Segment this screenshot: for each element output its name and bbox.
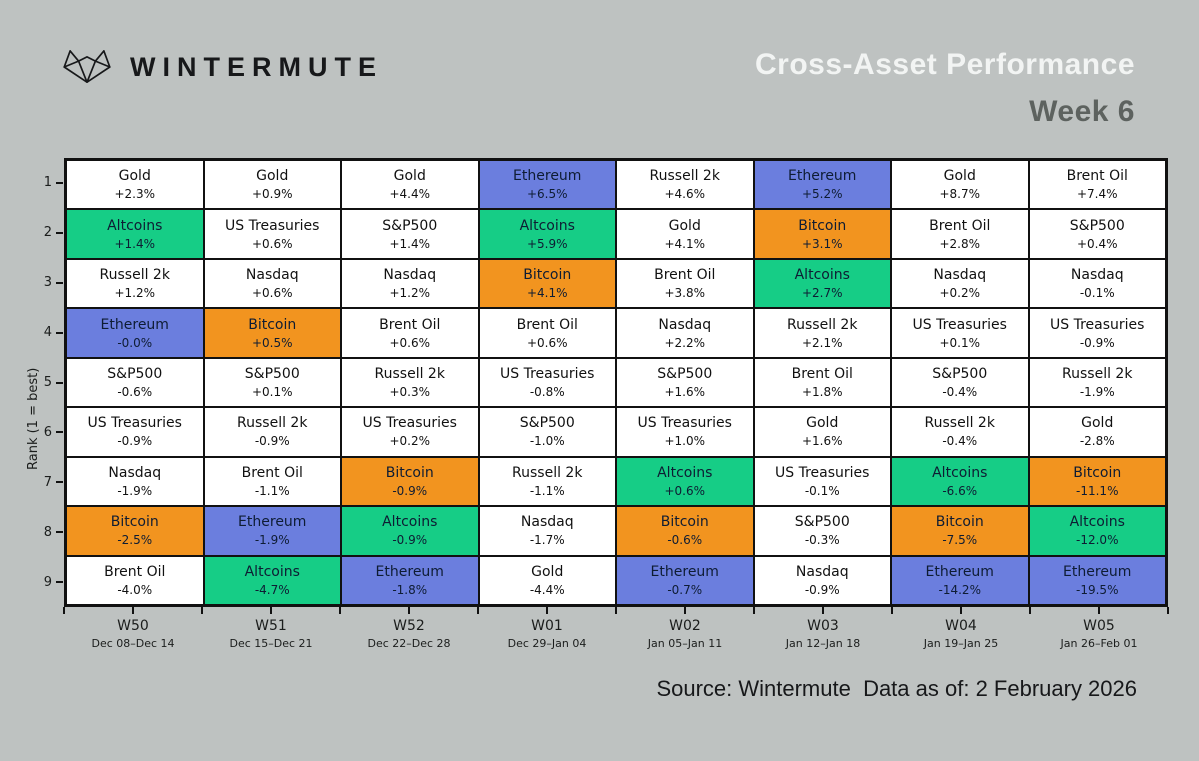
week-label-w03 xyxy=(754,618,892,650)
x-tick-6 xyxy=(477,607,479,614)
cell-pct-label: -0.8% xyxy=(529,384,565,399)
cell-pct-label: +0.6% xyxy=(389,335,431,350)
cell-pct-label: +0.6% xyxy=(664,483,706,498)
cell-pct-label: -1.1% xyxy=(529,483,565,498)
cell-asset-label: S&P500 xyxy=(244,365,300,382)
cell-pct-label: +0.1% xyxy=(251,384,293,399)
cell-asset-label: Gold xyxy=(1081,415,1114,432)
cell-pct-label: -4.0% xyxy=(117,582,153,597)
cell-asset-label: Gold xyxy=(806,415,839,432)
cell-pct-label: +2.1% xyxy=(801,335,843,350)
cell-asset-label: Russell 2k xyxy=(512,464,583,481)
week-name: W03 xyxy=(807,618,839,634)
cell-pct-label: -2.5% xyxy=(117,533,153,548)
cell-pct-label: -2.8% xyxy=(1079,434,1115,449)
cell-pct-label: -19.5% xyxy=(1076,582,1119,597)
cell-rank4-week7-us-treasuries xyxy=(891,308,1029,357)
rank-label-8: 8 xyxy=(43,524,52,540)
cell-rank9-week1-brent-oil xyxy=(66,556,204,605)
cell-rank9-week2-altcoins xyxy=(204,556,342,605)
cell-rank2-week3-s-p500 xyxy=(341,209,479,258)
rank-label-2: 2 xyxy=(43,225,52,241)
cell-rank6-week4-s-p500 xyxy=(479,407,617,456)
cell-asset-label: Nasdaq xyxy=(795,563,849,580)
cell-rank8-week4-nasdaq xyxy=(479,506,617,555)
cell-asset-label: S&P500 xyxy=(657,365,713,382)
cell-pct-label: +0.4% xyxy=(1076,236,1118,251)
cell-asset-label: Nasdaq xyxy=(658,316,712,333)
cell-rank5-week4-us-treasuries xyxy=(479,358,617,407)
rank-tick-3 xyxy=(56,282,63,284)
cell-asset-label: Brent Oil xyxy=(654,267,716,284)
week-label-w51 xyxy=(202,618,340,650)
cell-pct-label: -0.6% xyxy=(117,384,153,399)
week-dates: Jan 05–Jan 11 xyxy=(647,637,723,650)
cell-asset-label: S&P500 xyxy=(382,217,438,234)
cell-asset-label: Altcoins xyxy=(107,217,163,234)
cell-pct-label: -7.5% xyxy=(942,533,978,548)
cell-pct-label: -4.7% xyxy=(254,582,290,597)
cell-asset-label: Brent Oil xyxy=(791,365,853,382)
x-tick-11 xyxy=(822,607,824,614)
cell-rank7-week4-russell-2k xyxy=(479,457,617,506)
cell-rank1-week6-ethereum xyxy=(754,160,892,209)
x-tick-1 xyxy=(132,607,134,614)
cell-pct-label: -14.2% xyxy=(938,582,981,597)
cell-rank2-week8-s-p500 xyxy=(1029,209,1167,258)
cell-asset-label: Russell 2k xyxy=(924,415,995,432)
x-tick-8 xyxy=(615,607,617,614)
cell-rank5-week8-russell-2k xyxy=(1029,358,1167,407)
cell-rank7-week6-us-treasuries xyxy=(754,457,892,506)
cell-rank6-week1-us-treasuries xyxy=(66,407,204,456)
cell-asset-label: Altcoins xyxy=(244,563,300,580)
cell-rank2-week1-altcoins xyxy=(66,209,204,258)
cell-pct-label: -1.9% xyxy=(254,533,290,548)
week-label-w05 xyxy=(1030,618,1168,650)
cell-pct-label: -0.9% xyxy=(117,434,153,449)
cell-rank6-week8-gold xyxy=(1029,407,1167,456)
cell-rank1-week4-ethereum xyxy=(479,160,617,209)
cell-pct-label: +0.6% xyxy=(251,236,293,251)
cell-asset-label: Brent Oil xyxy=(1066,168,1128,185)
cell-pct-label: -1.7% xyxy=(529,533,565,548)
logo-wordmark: WINTERMUTE xyxy=(130,51,383,82)
week-dates: Jan 26–Feb 01 xyxy=(1060,637,1138,650)
cell-rank4-week4-brent-oil xyxy=(479,308,617,357)
cell-pct-label: +1.2% xyxy=(114,286,156,301)
cell-rank3-week7-nasdaq xyxy=(891,259,1029,308)
week-name: W52 xyxy=(393,618,425,634)
wintermute-logo xyxy=(60,46,383,88)
cell-asset-label: Nasdaq xyxy=(245,267,299,284)
cell-pct-label: +1.4% xyxy=(114,236,156,251)
cell-asset-label: Gold xyxy=(531,563,564,580)
cell-pct-label: +0.5% xyxy=(251,335,293,350)
cell-pct-label: -1.0% xyxy=(529,434,565,449)
rank-tick-5 xyxy=(56,382,63,384)
cell-rank8-week3-altcoins xyxy=(341,506,479,555)
cell-rank9-week5-ethereum xyxy=(616,556,754,605)
cell-rank9-week4-gold xyxy=(479,556,617,605)
cell-rank9-week7-ethereum xyxy=(891,556,1029,605)
cell-rank1-week2-gold xyxy=(204,160,342,209)
cell-asset-label: US Treasuries xyxy=(775,464,870,481)
cell-asset-label: Nasdaq xyxy=(933,267,987,284)
cell-pct-label: +2.2% xyxy=(664,335,706,350)
rank-label-4: 4 xyxy=(43,325,52,341)
cell-asset-label: US Treasuries xyxy=(225,217,320,234)
cell-rank8-week8-altcoins xyxy=(1029,506,1167,555)
chart-title: Cross-Asset Performance xyxy=(755,48,1135,81)
cell-pct-label: -4.4% xyxy=(529,582,565,597)
cell-pct-label: -0.9% xyxy=(254,434,290,449)
cell-asset-label: US Treasuries xyxy=(1050,316,1145,333)
cell-rank4-week1-ethereum xyxy=(66,308,204,357)
cell-asset-label: Gold xyxy=(118,168,151,185)
cell-rank9-week3-ethereum xyxy=(341,556,479,605)
cell-pct-label: -0.9% xyxy=(1079,335,1115,350)
x-tick-13 xyxy=(960,607,962,614)
cell-asset-label: US Treasuries xyxy=(87,415,182,432)
cell-rank5-week2-s-p500 xyxy=(204,358,342,407)
cell-rank3-week2-nasdaq xyxy=(204,259,342,308)
x-tick-5 xyxy=(408,607,410,614)
cell-asset-label: Bitcoin xyxy=(523,267,572,284)
cell-rank4-week3-brent-oil xyxy=(341,308,479,357)
cell-asset-label: Bitcoin xyxy=(935,514,984,531)
cell-rank2-week5-gold xyxy=(616,209,754,258)
cell-pct-label: -0.9% xyxy=(804,582,840,597)
cell-asset-label: S&P500 xyxy=(932,365,988,382)
cell-rank1-week8-brent-oil xyxy=(1029,160,1167,209)
y-axis-rank-labels xyxy=(0,158,56,607)
cell-rank3-week3-nasdaq xyxy=(341,259,479,308)
cell-rank3-week4-bitcoin xyxy=(479,259,617,308)
cell-pct-label: +5.9% xyxy=(526,236,568,251)
cell-pct-label: +4.6% xyxy=(664,187,706,202)
cell-pct-label: +2.7% xyxy=(801,286,843,301)
cell-pct-label: -0.1% xyxy=(1079,286,1115,301)
cell-pct-label: +2.3% xyxy=(114,187,156,202)
cell-asset-label: Brent Oil xyxy=(104,563,166,580)
cell-pct-label: -0.7% xyxy=(667,582,703,597)
cell-asset-label: US Treasuries xyxy=(637,415,732,432)
cell-rank3-week1-russell-2k xyxy=(66,259,204,308)
cell-rank1-week1-gold xyxy=(66,160,204,209)
cell-rank5-week6-brent-oil xyxy=(754,358,892,407)
source-caption: Source: Wintermute Data as of: 2 February 2026 xyxy=(656,676,1137,701)
cell-rank6-week2-russell-2k xyxy=(204,407,342,456)
cell-rank4-week5-nasdaq xyxy=(616,308,754,357)
cell-rank4-week8-us-treasuries xyxy=(1029,308,1167,357)
cell-pct-label: +8.7% xyxy=(939,187,981,202)
cell-rank2-week2-us-treasuries xyxy=(204,209,342,258)
cell-asset-label: S&P500 xyxy=(1069,217,1125,234)
rank-label-9: 9 xyxy=(43,574,52,590)
week-dates: Dec 15–Dec 21 xyxy=(229,637,313,650)
cell-rank2-week6-bitcoin xyxy=(754,209,892,258)
cell-rank8-week5-bitcoin xyxy=(616,506,754,555)
week-name: W04 xyxy=(945,618,977,634)
rank-tick-7 xyxy=(56,481,63,483)
cell-pct-label: +0.2% xyxy=(389,434,431,449)
cell-rank1-week3-gold xyxy=(341,160,479,209)
cell-rank8-week1-bitcoin xyxy=(66,506,204,555)
week-dates: Dec 29–Jan 04 xyxy=(507,637,587,650)
cell-asset-label: Russell 2k xyxy=(787,316,858,333)
cell-rank6-week3-us-treasuries xyxy=(341,407,479,456)
cell-asset-label: Brent Oil xyxy=(516,316,578,333)
week-name: W01 xyxy=(531,618,563,634)
chart-subtitle: Week 6 xyxy=(1029,94,1135,128)
cell-rank3-week6-altcoins xyxy=(754,259,892,308)
cell-rank2-week4-altcoins xyxy=(479,209,617,258)
x-tick-15 xyxy=(1098,607,1100,614)
cell-rank1-week7-gold xyxy=(891,160,1029,209)
x-axis-week-labels xyxy=(64,618,1168,650)
rank-tick-2 xyxy=(56,232,63,234)
week-label-w50 xyxy=(64,618,202,650)
cell-asset-label: Altcoins xyxy=(382,514,438,531)
cell-asset-label: Nasdaq xyxy=(1070,267,1124,284)
cell-asset-label: Nasdaq xyxy=(108,464,162,481)
cell-asset-label: S&P500 xyxy=(794,514,850,531)
week-label-w52 xyxy=(340,618,478,650)
cell-pct-label: +2.8% xyxy=(939,236,981,251)
cell-asset-label: Bitcoin xyxy=(385,464,434,481)
week-name: W02 xyxy=(669,618,701,634)
cell-asset-label: Gold xyxy=(668,217,701,234)
cell-pct-label: -1.9% xyxy=(1079,384,1115,399)
cell-rank3-week5-brent-oil xyxy=(616,259,754,308)
cell-pct-label: +1.4% xyxy=(389,236,431,251)
cell-asset-label: Gold xyxy=(943,168,976,185)
cell-asset-label: Altcoins xyxy=(932,464,988,481)
cell-pct-label: +3.1% xyxy=(801,236,843,251)
cell-asset-label: S&P500 xyxy=(107,365,163,382)
cell-asset-label: Altcoins xyxy=(794,267,850,284)
rank-tick-6 xyxy=(56,431,63,433)
x-tick-14 xyxy=(1029,607,1031,614)
cell-rank6-week5-us-treasuries xyxy=(616,407,754,456)
x-tick-10 xyxy=(753,607,755,614)
x-tick-2 xyxy=(201,607,203,614)
cell-asset-label: Gold xyxy=(256,168,289,185)
rank-tick-8 xyxy=(56,531,63,533)
week-name: W05 xyxy=(1083,618,1115,634)
cell-asset-label: Bitcoin xyxy=(660,514,709,531)
cell-rank9-week8-ethereum xyxy=(1029,556,1167,605)
cell-asset-label: Ethereum xyxy=(788,168,857,185)
cell-asset-label: Altcoins xyxy=(519,217,575,234)
cell-asset-label: Ethereum xyxy=(513,168,582,185)
cell-pct-label: +1.8% xyxy=(801,384,843,399)
cell-rank7-week2-brent-oil xyxy=(204,457,342,506)
cell-pct-label: -0.9% xyxy=(392,533,428,548)
cell-asset-label: US Treasuries xyxy=(362,415,457,432)
cell-asset-label: Bitcoin xyxy=(110,514,159,531)
cell-asset-label: Russell 2k xyxy=(237,415,308,432)
week-dates: Dec 22–Dec 28 xyxy=(367,637,451,650)
cell-pct-label: +6.5% xyxy=(526,187,568,202)
performance-grid xyxy=(64,158,1168,607)
cell-rank7-week7-altcoins xyxy=(891,457,1029,506)
week-name: W50 xyxy=(117,618,149,634)
cell-pct-label: +1.6% xyxy=(801,434,843,449)
cell-asset-label: Ethereum xyxy=(925,563,994,580)
cell-asset-label: Bitcoin xyxy=(1073,464,1122,481)
cell-pct-label: -0.6% xyxy=(667,533,703,548)
x-tick-3 xyxy=(270,607,272,614)
cell-rank8-week6-s-p500 xyxy=(754,506,892,555)
cell-pct-label: +5.2% xyxy=(801,187,843,202)
wintermute-fox-icon xyxy=(60,46,114,88)
cell-pct-label: +1.6% xyxy=(664,384,706,399)
rank-label-5: 5 xyxy=(43,375,52,390)
x-tick-7 xyxy=(546,607,548,614)
cell-pct-label: +4.4% xyxy=(389,187,431,202)
cell-pct-label: -0.1% xyxy=(804,483,840,498)
cell-pct-label: -0.0% xyxy=(117,335,153,350)
cell-pct-label: +0.6% xyxy=(526,335,568,350)
week-dates: Jan 19–Jan 25 xyxy=(923,637,999,650)
cell-asset-label: US Treasuries xyxy=(500,365,595,382)
cell-asset-label: Nasdaq xyxy=(383,267,437,284)
x-tick-9 xyxy=(684,607,686,614)
cell-asset-label: Bitcoin xyxy=(798,217,847,234)
cell-rank5-week7-s-p500 xyxy=(891,358,1029,407)
cell-pct-label: +0.2% xyxy=(939,286,981,301)
cell-pct-label: +3.8% xyxy=(664,286,706,301)
rank-tick-1 xyxy=(56,182,63,184)
week-name: W51 xyxy=(255,618,287,634)
cell-pct-label: +0.9% xyxy=(251,187,293,202)
cell-rank7-week3-bitcoin xyxy=(341,457,479,506)
cell-rank8-week7-bitcoin xyxy=(891,506,1029,555)
cell-pct-label: -0.9% xyxy=(392,483,428,498)
cell-asset-label: Russell 2k xyxy=(649,168,720,185)
cell-pct-label: -6.6% xyxy=(942,483,978,498)
cell-rank7-week8-bitcoin xyxy=(1029,457,1167,506)
cell-pct-label: +0.1% xyxy=(939,335,981,350)
chart-titles xyxy=(755,42,1135,135)
cell-pct-label: -11.1% xyxy=(1076,483,1119,498)
rank-tick-9 xyxy=(56,581,63,583)
week-label-w01 xyxy=(478,618,616,650)
cell-pct-label: +4.1% xyxy=(526,286,568,301)
cell-rank5-week1-s-p500 xyxy=(66,358,204,407)
cell-pct-label: -1.8% xyxy=(392,582,428,597)
cell-pct-label: -0.4% xyxy=(942,434,978,449)
cell-asset-label: Ethereum xyxy=(375,563,444,580)
x-tick-16 xyxy=(1167,607,1169,614)
cell-asset-label: Bitcoin xyxy=(248,316,297,333)
cell-asset-label: Ethereum xyxy=(100,316,169,333)
cell-pct-label: +0.3% xyxy=(389,384,431,399)
cell-rank9-week6-nasdaq xyxy=(754,556,892,605)
cell-pct-label: +7.4% xyxy=(1076,187,1118,202)
x-tick-0 xyxy=(63,607,65,614)
cell-asset-label: Altcoins xyxy=(1069,514,1125,531)
cell-pct-label: -0.3% xyxy=(804,533,840,548)
cell-asset-label: Altcoins xyxy=(657,464,713,481)
rank-label-6: 6 xyxy=(43,424,52,440)
cell-rank2-week7-brent-oil xyxy=(891,209,1029,258)
cell-pct-label: +1.0% xyxy=(664,434,706,449)
week-label-w02 xyxy=(616,618,754,650)
cell-pct-label: -0.4% xyxy=(942,384,978,399)
x-axis-ticks xyxy=(64,607,1168,615)
cell-rank5-week3-russell-2k xyxy=(341,358,479,407)
cell-asset-label: Nasdaq xyxy=(520,514,574,531)
cell-asset-label: Ethereum xyxy=(1063,563,1132,580)
x-tick-4 xyxy=(339,607,341,614)
week-label-w04 xyxy=(892,618,1030,650)
cell-asset-label: Russell 2k xyxy=(99,267,170,284)
cell-rank6-week6-gold xyxy=(754,407,892,456)
cell-rank4-week2-bitcoin xyxy=(204,308,342,357)
x-tick-12 xyxy=(891,607,893,614)
cell-asset-label: Ethereum xyxy=(238,514,307,531)
cell-asset-label: US Treasuries xyxy=(912,316,1007,333)
cell-pct-label: +1.2% xyxy=(389,286,431,301)
cell-pct-label: -12.0% xyxy=(1076,533,1119,548)
cell-asset-label: Brent Oil xyxy=(241,464,303,481)
rank-label-1: 1 xyxy=(43,175,52,191)
cell-rank1-week5-russell-2k xyxy=(616,160,754,209)
rank-label-3: 3 xyxy=(43,275,52,291)
cell-asset-label: Gold xyxy=(393,168,426,185)
cell-asset-label: Russell 2k xyxy=(374,365,445,382)
y-axis-title: Rank (1 = best) xyxy=(26,367,41,470)
cell-rank3-week8-nasdaq xyxy=(1029,259,1167,308)
cell-rank7-week1-nasdaq xyxy=(66,457,204,506)
cell-rank5-week5-s-p500 xyxy=(616,358,754,407)
cell-rank6-week7-russell-2k xyxy=(891,407,1029,456)
week-dates: Dec 08–Dec 14 xyxy=(91,637,175,650)
cell-asset-label: Russell 2k xyxy=(1062,365,1133,382)
rank-label-7: 7 xyxy=(43,474,52,490)
cell-rank8-week2-ethereum xyxy=(204,506,342,555)
cell-asset-label: S&P500 xyxy=(519,415,575,432)
cell-asset-label: Ethereum xyxy=(650,563,719,580)
cell-pct-label: +4.1% xyxy=(664,236,706,251)
cell-asset-label: Brent Oil xyxy=(379,316,441,333)
cell-rank7-week5-altcoins xyxy=(616,457,754,506)
rank-tick-4 xyxy=(56,332,63,334)
cell-pct-label: +0.6% xyxy=(251,286,293,301)
cell-pct-label: -1.1% xyxy=(254,483,290,498)
cell-asset-label: Brent Oil xyxy=(929,217,991,234)
cell-rank4-week6-russell-2k xyxy=(754,308,892,357)
week-dates: Jan 12–Jan 18 xyxy=(785,637,861,650)
y-axis-ticks xyxy=(56,158,64,607)
cell-pct-label: -1.9% xyxy=(117,483,153,498)
